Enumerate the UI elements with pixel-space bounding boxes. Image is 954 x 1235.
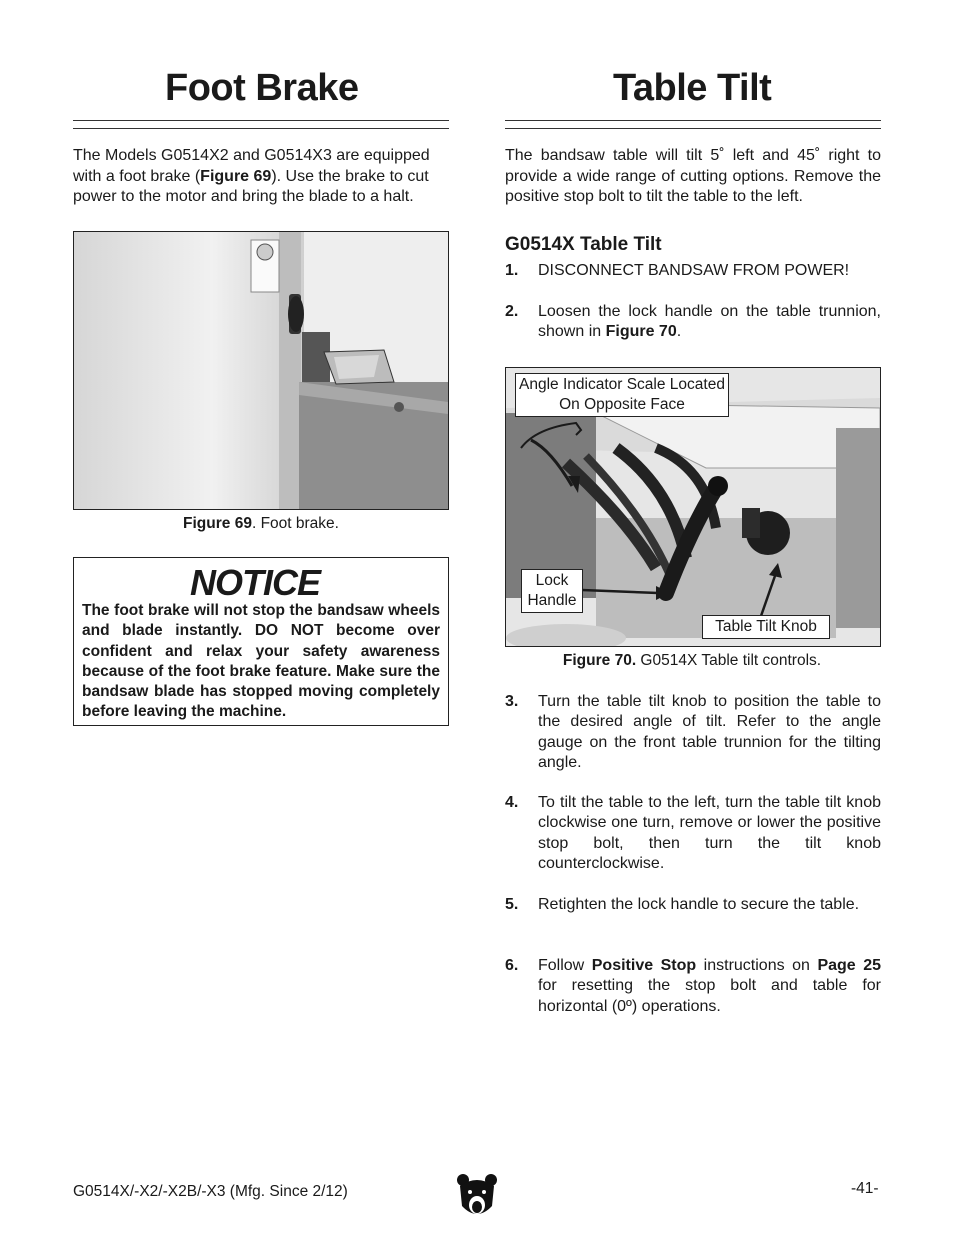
step-number: 3. [505,693,519,710]
step-text [538,302,881,343]
notice-text: The foot brake will not stop the bandsaw wheels and blade instantly. DO NOT become over confident and relax your safety awareness because of the foot brake feature. Make sure the bandsaw blade has stopped moving completely before leaving the machine. [82,602,440,721]
text-run: . [676,323,682,341]
step-text [538,793,881,874]
figure-70-caption-text: G0514X Table tilt controls. [636,652,822,669]
text-run: for resetting the stop bolt and table for horizontal (0º) operations. [538,977,881,1015]
table-tilt-intro: The bandsaw table will tilt 5˚ left and 45˚ right to provide a wide range of cutting options. Remove the positive stop bolt to tilt the table to the left. [505,147,881,205]
grizzly-bear-head-icon [456,1172,498,1222]
text-run: Retighten the lock handle to secure the table. [538,896,860,913]
footer-page-number: -41- [851,1180,879,1197]
g0514x-subheading: G0514X Table Tilt [505,234,662,255]
step-text [538,956,881,1017]
title-rule-top-right [505,120,881,121]
step-item [505,895,881,937]
step-text [538,895,881,915]
bold-reference: Figure 69 [200,167,272,185]
notice-title: NOTICE [190,562,321,603]
text-run: The Models G0514X2 and G0514X3 are equipped with a foot brake ( [73,147,430,185]
step-number: 2. [505,303,519,320]
callout-lock-handle: Lock Handle [521,569,583,613]
bold-reference: Figure 70 [605,323,677,341]
step-text [538,261,881,281]
title-rule-top [73,120,449,121]
figure-70-caption-label: Figure 70. [562,652,637,669]
figure-69-caption [73,515,449,533]
callout-angle-indicator-scale: Angle Indicator Scale Located On Opposite Face [515,373,729,417]
foot-brake-title: Foot Brake [165,67,359,109]
step-item [505,261,881,283]
text-run: ). Use the brake to cut power to the motor and bring the blade to a halt. [73,167,429,205]
figure-70-caption [505,652,879,670]
step-text [538,692,881,773]
figure-69-photo [73,231,449,510]
bold-reference: Positive Stop [591,957,697,974]
step-item [505,956,881,1018]
foot-brake-intro [73,146,453,208]
title-rule-bottom [73,128,449,129]
text-run: DISCONNECT BANDSAW FROM POWER! [538,262,850,279]
figure-69-caption-label: Figure 69 [183,515,252,532]
title-rule-bottom-right [505,128,881,129]
footer-model-info: G0514X/-X2/-X2B/-X3 (Mfg. Since 2/12) [73,1183,348,1200]
callout-table-tilt-knob: Table Tilt Knob [702,615,830,639]
step-number: 4. [505,794,519,811]
step-item [505,302,881,344]
bold-reference: Page 25 [817,957,881,974]
step-number: 6. [505,957,519,974]
text-run: Follow [538,957,592,974]
text-run: instructions on [696,957,818,974]
text-run: Loosen the lock handle on the table trunnion, shown in [538,303,881,341]
step-number: 1. [505,262,519,279]
step-item [505,692,881,774]
text-run: To tilt the table to the left, turn the table tilt knob clockwise one turn, remove or lower the positive stop bolt, then turn the tilt knob counterclockwise. [538,794,881,872]
figure-69-caption-text: . Foot brake. [251,515,339,532]
step-number: 5. [505,896,519,913]
step-item [505,793,881,875]
text-run: Turn the table tilt knob to position the table to the desired angle of tilt. Refer to the angle gauge on the front table trunnion for the tilting angle. [538,693,881,771]
notice-box [73,557,449,726]
table-tilt-title: Table Tilt [613,67,772,109]
figure-70-photo [505,367,881,647]
